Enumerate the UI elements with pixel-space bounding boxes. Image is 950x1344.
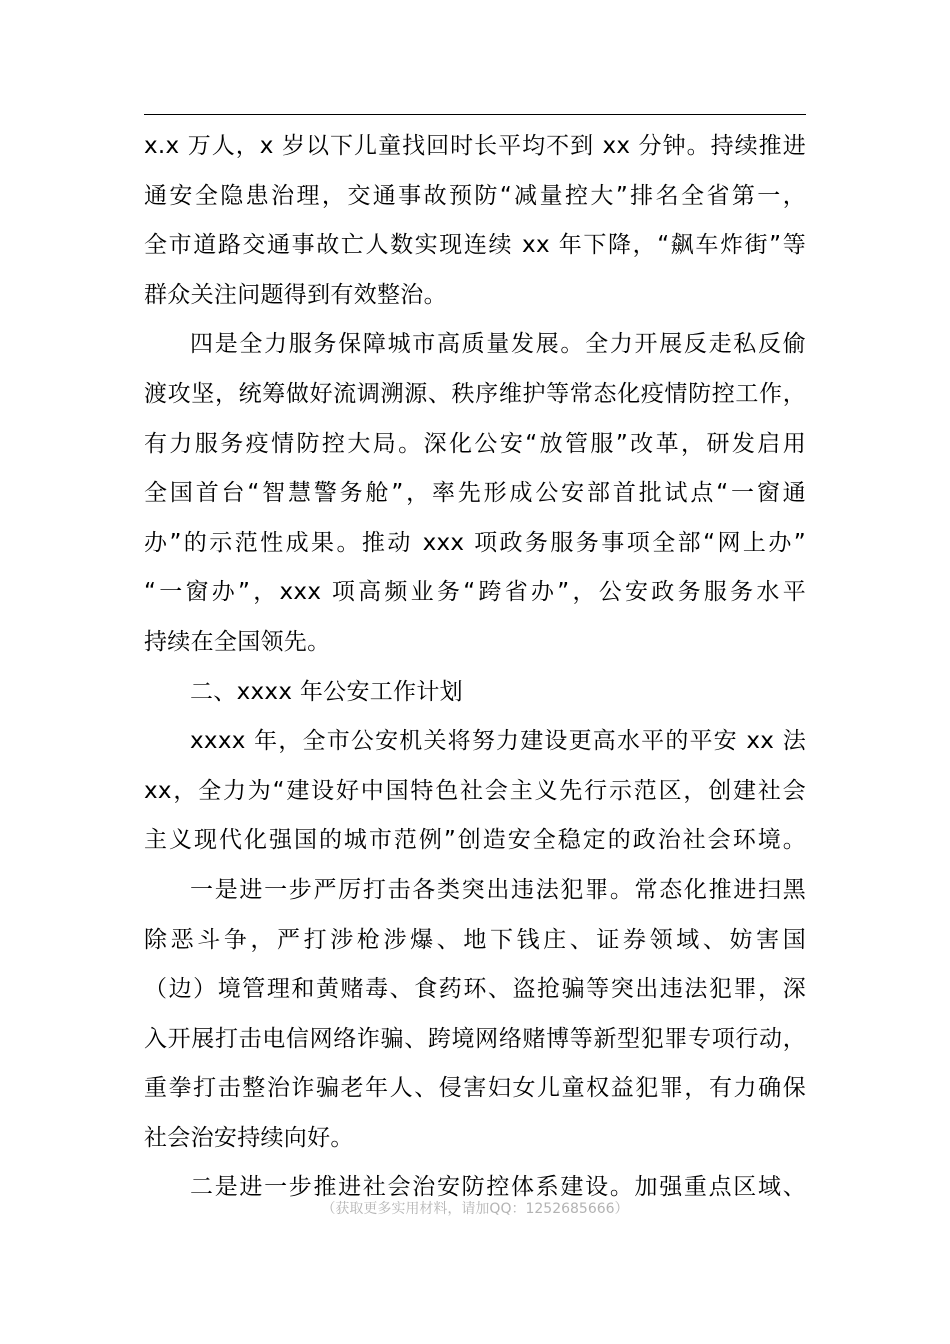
text-line: 一是进一步严厉打击各类突出违法犯罪。常态化推进扫黑	[190, 876, 806, 903]
document-body	[144, 122, 806, 1213]
text-line: 全市道路交通事故亡人数实现连续 xx 年下降，“飙车炸街”等	[144, 232, 806, 259]
text-line: 群众关注问题得到有效整治。	[144, 281, 447, 308]
text-line: 渡攻坚，统筹做好流调溯源、秩序维护等常态化疫情防控工作，	[144, 380, 806, 407]
text-line: 办”的示范性成果。推动 xxx 项政务服务事项全部“网上办”	[144, 529, 806, 556]
text-line: 二是进一步推进社会治安防控体系建设。加强重点区域、	[190, 1174, 806, 1201]
section-heading: 二、xxxx 年公安工作计划	[190, 678, 463, 705]
text-line: “一窗办”，xxx 项高频业务“跨省办”，公安政务服务水平	[144, 579, 806, 606]
text-line: （边）境管理和黄赌毒、食药环、盗抢骗等突出违法犯罪，深	[144, 976, 806, 1003]
text-line: xx，全力为“建设好中国特色社会主义先行示范区，创建社会	[144, 777, 806, 804]
text-line: 社会治安持续向好。	[144, 1124, 354, 1151]
text-line: 主义现代化强国的城市范例”创造安全稳定的政治社会环境。	[144, 827, 806, 854]
text-line: x.x 万人，x 岁以下儿童找回时长平均不到 xx 分钟。持续推进	[144, 133, 806, 159]
text-line: 全国首台“智慧警务舱”，率先形成公安部首批试点“一窗通	[144, 480, 806, 507]
text-line: 持续在全国领先。	[144, 628, 331, 655]
text-line: 重拳打击整治诈骗老年人、侵害妇女儿童权益犯罪，有力确保	[144, 1075, 806, 1102]
text-line: 通安全隐患治理，交通事故预防“减量控大”排名全省第一，	[144, 182, 806, 209]
text-line: 四是全力服务保障城市高质量发展。全力开展反走私反偷	[190, 331, 806, 358]
text-line: 入开展打击电信网络诈骗、跨境网络赌博等新型犯罪专项行动，	[144, 1025, 806, 1052]
footer-note: （获取更多实用材料，请加QQ：1252685666）	[321, 1201, 629, 1217]
text-line: 有力服务疫情防控大局。深化公安“放管服”改革，研发启用	[144, 430, 806, 457]
text-line: xxxx 年，全市公安机关将努力建设更高水平的平安 xx 法	[190, 728, 806, 755]
text-line: 除恶斗争，严打涉枪涉爆、地下钱庄、证券领域、妨害国	[144, 926, 806, 953]
header-rule	[144, 114, 806, 115]
